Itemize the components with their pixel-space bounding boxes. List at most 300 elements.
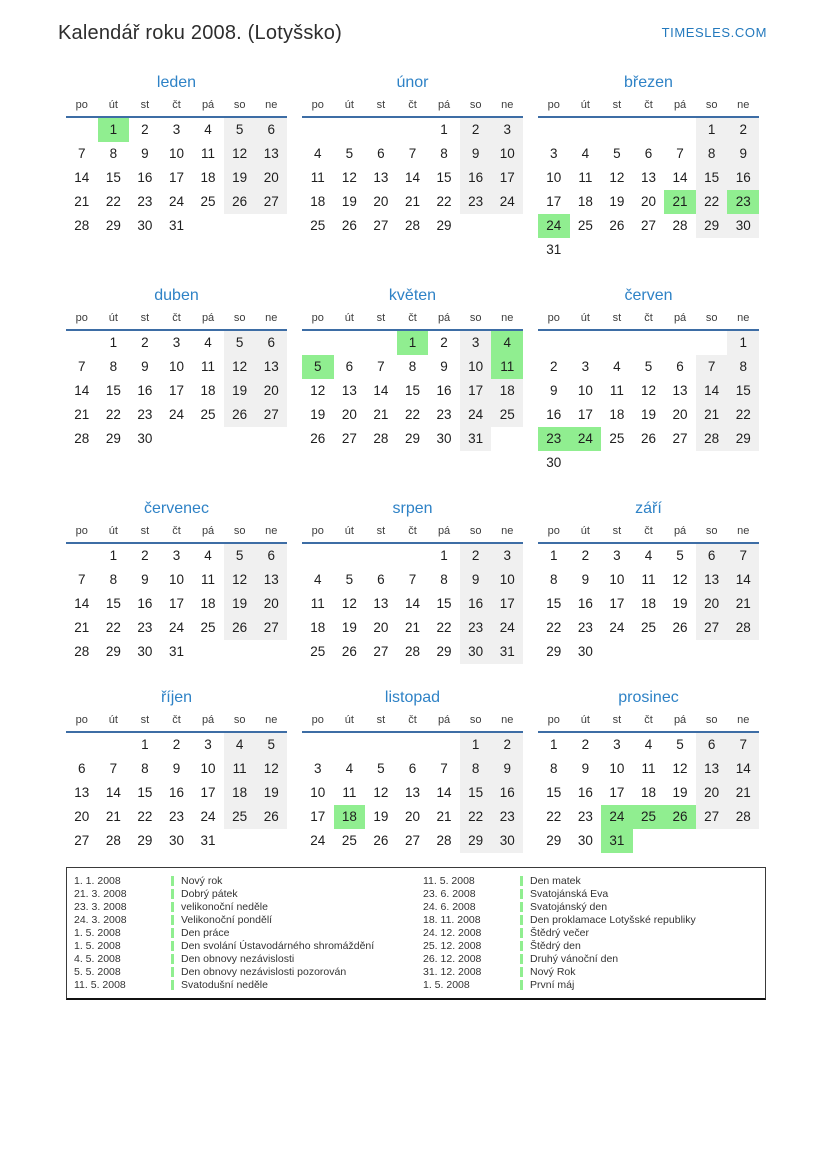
day-cell: 19 [373, 809, 389, 824]
day-cell: 6 [78, 761, 86, 776]
day-of-week-label: so [233, 525, 246, 537]
day-of-week-label: út [580, 312, 590, 324]
day-cell: 13 [373, 170, 389, 185]
day-cell: 5 [224, 118, 256, 142]
day-cell: 8 [440, 146, 448, 161]
day-cell: 8 [550, 761, 558, 776]
day-cell: 4 [491, 331, 523, 355]
day-cell: 14 [436, 785, 452, 800]
day-cell: 20 [74, 809, 90, 824]
day-of-week-label: st [612, 312, 622, 324]
day-of-week-label: čt [172, 525, 181, 537]
empty-cell [192, 640, 224, 664]
day-cell: 28 [105, 833, 121, 848]
day-cell: 18 [200, 170, 216, 185]
empty-cell [696, 640, 728, 664]
day-cell: 9 [581, 761, 590, 776]
week-row [66, 142, 287, 166]
empty-cell [66, 733, 98, 757]
day-cell: 23 [577, 620, 593, 635]
legend-holiday-name: Svatodušní neděle [181, 978, 268, 991]
day-cell: 10 [200, 761, 216, 776]
day-cell: 25 [200, 620, 216, 635]
day-of-week-label: ne [737, 525, 750, 537]
legend-row [67, 939, 416, 952]
legend-date: 1. 5. 2008 [74, 926, 121, 939]
day-cell: 29 [105, 218, 121, 233]
day-cell: 2 [172, 737, 181, 752]
empty-cell [255, 640, 287, 664]
day-cell: 13 [404, 785, 420, 800]
day-cell: 14 [373, 383, 389, 398]
day-cell: 28 [727, 616, 759, 640]
day-cell: 15 [105, 596, 121, 611]
day-cell: 1 [98, 118, 130, 142]
day-cell: 24 [538, 214, 570, 238]
page-header [0, 0, 827, 44]
week-row [302, 781, 523, 805]
week-row [66, 190, 287, 214]
legend-holiday-name: Den matek [530, 874, 581, 887]
day-cell: 29 [546, 644, 562, 659]
day-cell: 3 [460, 331, 492, 355]
week-row [538, 166, 759, 190]
day-cell: 23 [460, 616, 492, 640]
empty-cell [696, 829, 728, 853]
empty-cell [696, 238, 728, 262]
empty-cell [397, 544, 429, 568]
legend-holiday-name: Den obnovy nezávislosti pozorován [181, 965, 347, 978]
empty-cell [664, 331, 696, 355]
day-cell: 15 [436, 170, 452, 185]
day-cell: 11 [609, 383, 624, 398]
month-block-duben [66, 286, 287, 451]
week-row [302, 568, 523, 592]
holiday-marker [171, 928, 174, 938]
day-of-week-label: st [612, 714, 622, 726]
week-row [538, 331, 759, 355]
day-cell: 18 [609, 407, 625, 422]
empty-cell [365, 331, 397, 355]
day-of-week-label: pá [673, 312, 687, 324]
day-cell: 4 [224, 733, 256, 757]
empty-cell [633, 118, 665, 142]
day-cell: 19 [255, 781, 287, 805]
week-row [66, 733, 287, 757]
day-cell: 5 [255, 733, 287, 757]
week-row [538, 379, 759, 403]
month-title: listopad [384, 689, 441, 706]
day-cell: 1 [727, 331, 759, 355]
day-cell: 24 [168, 620, 184, 635]
day-of-week-label: so [233, 714, 246, 726]
day-cell: 13 [255, 568, 287, 592]
week-row [302, 616, 523, 640]
day-cell: 25 [609, 431, 625, 446]
day-cell: 5 [613, 146, 621, 161]
legend-holiday-name: Nový Rok [530, 965, 576, 978]
empty-cell [365, 544, 397, 568]
day-cell: 26 [255, 805, 287, 829]
day-cell: 31 [491, 640, 523, 664]
legend-holiday-name: Velikonoční pondělí [181, 913, 273, 926]
day-cell: 1 [550, 548, 558, 563]
day-cell: 21 [436, 809, 452, 824]
day-cell: 2 [491, 733, 523, 757]
day-cell: 16 [577, 785, 593, 800]
day-cell: 13 [672, 383, 688, 398]
day-cell: 26 [224, 616, 256, 640]
week-row [66, 616, 287, 640]
day-cell: 2 [141, 122, 149, 137]
legend-row [67, 913, 416, 926]
week-row [66, 568, 287, 592]
day-cell: 14 [105, 785, 121, 800]
legend-date: 23. 3. 2008 [74, 900, 127, 913]
day-cell: 11 [201, 146, 216, 161]
day-cell: 22 [105, 620, 121, 635]
day-cell: 31 [168, 218, 184, 233]
day-cell: 11 [201, 572, 216, 587]
day-cell: 13 [696, 757, 728, 781]
day-cell: 28 [404, 644, 420, 659]
week-row [538, 544, 759, 568]
empty-cell [302, 733, 334, 757]
week-row [302, 544, 523, 568]
day-cell: 22 [546, 809, 562, 824]
legend-row [416, 939, 765, 952]
day-cell: 6 [377, 146, 385, 161]
day-of-week-header-row [302, 714, 523, 731]
day-cell: 1 [397, 331, 429, 355]
day-cell: 14 [404, 596, 420, 611]
page-title: Kalendář roku 2008. (Lotyšsko) [58, 22, 342, 44]
day-cell: 27 [255, 190, 287, 214]
empty-cell [334, 544, 366, 568]
legend-holiday-name: Dobrý pátek [181, 887, 238, 900]
day-of-week-label: ne [501, 99, 514, 111]
day-cell: 20 [640, 194, 656, 209]
empty-cell [601, 331, 633, 355]
day-cell: 15 [436, 596, 452, 611]
day-cell: 30 [577, 833, 593, 848]
month-block-listopad [302, 688, 523, 853]
day-of-week-label: út [344, 99, 354, 111]
day-cell: 3 [314, 761, 322, 776]
day-cell: 22 [105, 407, 121, 422]
day-of-week-label: ne [265, 99, 278, 111]
empty-cell [365, 118, 397, 142]
day-cell: 26 [310, 431, 326, 446]
day-cell: 9 [440, 359, 448, 374]
day-of-week-label: po [547, 312, 560, 324]
empty-cell [570, 331, 602, 355]
legend-date: 18. 11. 2008 [423, 913, 481, 926]
week-row [302, 190, 523, 214]
day-cell: 4 [204, 122, 212, 137]
legend-holiday-name: velikonoční neděle [181, 900, 268, 913]
day-cell: 10 [609, 761, 625, 776]
day-cell: 2 [141, 335, 149, 350]
day-cell: 13 [373, 596, 389, 611]
day-of-week-label: čt [644, 99, 653, 111]
day-cell: 4 [314, 572, 322, 587]
empty-cell [302, 118, 334, 142]
day-cell: 30 [546, 455, 562, 470]
month-title: říjen [160, 689, 193, 706]
day-cell: 26 [341, 218, 357, 233]
day-cell: 23 [168, 809, 184, 824]
month-title: duben [154, 287, 199, 304]
empty-cell [302, 544, 334, 568]
week-row [66, 166, 287, 190]
day-cell: 8 [696, 142, 728, 166]
day-cell: 17 [168, 596, 184, 611]
day-cell: 13 [640, 170, 656, 185]
day-cell: 28 [404, 218, 420, 233]
month-title: prosinec [618, 689, 679, 706]
day-cell: 20 [404, 809, 420, 824]
day-cell: 4 [314, 146, 322, 161]
day-cell: 17 [577, 407, 593, 422]
month-block-březen [538, 73, 759, 262]
empty-cell [224, 427, 256, 451]
day-cell: 25 [310, 644, 326, 659]
day-of-week-label: po [311, 714, 324, 726]
day-cell: 7 [109, 761, 118, 776]
day-cell: 11 [578, 170, 593, 185]
day-of-week-label: po [75, 312, 88, 324]
day-cell: 20 [341, 407, 357, 422]
day-of-week-label: pá [437, 525, 451, 537]
month-block-červen [538, 286, 759, 475]
day-of-week-label: pá [437, 714, 451, 726]
day-cell: 9 [141, 146, 149, 161]
day-cell: 12 [672, 572, 688, 587]
holiday-marker [520, 902, 523, 912]
day-cell: 9 [460, 568, 492, 592]
day-of-week-header-row [302, 99, 523, 116]
day-of-week-label: ne [737, 99, 750, 111]
day-of-week-label: po [311, 99, 324, 111]
week-row [302, 427, 523, 451]
day-of-week-label: pá [201, 525, 215, 537]
day-of-week-label: st [140, 312, 150, 324]
day-cell: 12 [310, 383, 326, 398]
week-row [302, 592, 523, 616]
day-of-week-label: út [108, 99, 118, 111]
day-cell: 7 [727, 733, 759, 757]
legend-holiday-name: První máj [530, 978, 575, 991]
day-cell: 25 [200, 194, 216, 209]
day-of-week-label: so [233, 99, 246, 111]
legend-date: 24. 6. 2008 [423, 900, 476, 913]
week-row [538, 355, 759, 379]
day-of-week-label: út [344, 525, 354, 537]
day-cell: 30 [460, 640, 492, 664]
legend-row [416, 874, 765, 887]
day-cell: 27 [373, 218, 389, 233]
day-cell: 22 [460, 805, 492, 829]
day-of-week-header-row [538, 525, 759, 542]
day-cell: 13 [696, 568, 728, 592]
holiday-marker [171, 967, 174, 977]
day-cell: 7 [78, 572, 86, 587]
day-cell: 29 [696, 214, 728, 238]
day-cell: 14 [404, 170, 420, 185]
day-of-week-label: po [311, 525, 324, 537]
legend-row [67, 926, 416, 939]
day-cell: 29 [727, 427, 759, 451]
day-cell: 19 [310, 407, 326, 422]
legend-date: 1. 5. 2008 [74, 939, 121, 952]
empty-cell [570, 118, 602, 142]
day-cell: 28 [672, 218, 688, 233]
day-cell: 28 [436, 833, 452, 848]
day-cell: 14 [74, 596, 90, 611]
day-of-week-label: po [75, 525, 88, 537]
empty-cell [491, 214, 523, 238]
day-cell: 12 [224, 142, 256, 166]
day-of-week-label: so [705, 99, 718, 111]
legend-date: 11. 5. 2008 [74, 978, 126, 991]
day-cell: 19 [224, 379, 256, 403]
legend-row [416, 913, 765, 926]
day-cell: 28 [74, 431, 90, 446]
week-row [66, 427, 287, 451]
day-cell: 15 [546, 596, 562, 611]
day-cell: 20 [373, 620, 389, 635]
day-cell: 25 [491, 403, 523, 427]
day-of-week-label: so [469, 525, 482, 537]
week-row [66, 355, 287, 379]
day-cell: 15 [460, 781, 492, 805]
day-cell: 27 [404, 833, 420, 848]
empty-cell [334, 733, 366, 757]
day-cell: 5 [644, 359, 653, 374]
day-cell: 7 [696, 355, 728, 379]
week-row [538, 568, 759, 592]
day-cell: 7 [727, 544, 759, 568]
day-of-week-label: ne [501, 312, 514, 324]
day-cell: 26 [609, 218, 625, 233]
day-cell: 16 [460, 592, 492, 616]
day-cell: 17 [460, 379, 492, 403]
week-row [302, 379, 523, 403]
empty-cell [633, 451, 665, 475]
empty-cell [696, 331, 728, 355]
empty-cell [66, 118, 98, 142]
day-cell: 20 [373, 194, 389, 209]
week-row [302, 757, 523, 781]
empty-cell [727, 640, 759, 664]
day-of-week-label: po [547, 99, 560, 111]
week-row [66, 757, 287, 781]
day-cell: 2 [460, 118, 492, 142]
day-of-week-label: st [376, 525, 386, 537]
day-cell: 29 [137, 833, 153, 848]
day-of-week-label: pá [201, 99, 215, 111]
week-row [538, 403, 759, 427]
day-cell: 24 [168, 407, 184, 422]
empty-cell [255, 427, 287, 451]
day-cell: 28 [74, 218, 90, 233]
legend-date: 31. 12. 2008 [423, 965, 482, 978]
day-cell: 12 [255, 757, 287, 781]
day-cell: 9 [491, 757, 523, 781]
brand-link[interactable]: TIMESLES.COM [661, 25, 767, 40]
day-cell: 18 [334, 805, 366, 829]
day-cell: 17 [310, 809, 326, 824]
holiday-marker [520, 954, 523, 964]
week-row [302, 214, 523, 238]
day-cell: 1 [460, 733, 492, 757]
day-cell: 11 [641, 761, 656, 776]
day-cell: 18 [640, 785, 656, 800]
day-cell: 12 [640, 383, 656, 398]
day-cell: 19 [341, 194, 357, 209]
day-cell: 10 [491, 142, 523, 166]
day-of-week-label: pá [437, 312, 451, 324]
empty-cell [302, 331, 334, 355]
day-cell: 10 [491, 568, 523, 592]
day-cell: 19 [640, 407, 656, 422]
day-cell: 14 [74, 383, 90, 398]
day-of-week-label: út [344, 312, 354, 324]
holiday-marker [171, 980, 174, 990]
day-cell: 27 [696, 805, 728, 829]
legend-holiday-name: Den proklamace Lotyšské republiky [530, 913, 696, 926]
day-cell: 4 [345, 761, 354, 776]
day-cell: 23 [137, 407, 153, 422]
day-cell: 25 [633, 805, 665, 829]
day-cell: 30 [727, 214, 759, 238]
day-of-week-label: st [612, 525, 622, 537]
empty-cell [633, 640, 665, 664]
day-cell: 20 [696, 781, 728, 805]
empty-cell [192, 427, 224, 451]
day-cell: 6 [345, 359, 354, 374]
day-of-week-header-row [302, 525, 523, 542]
month-title: září [635, 500, 662, 517]
day-cell: 17 [546, 194, 562, 209]
day-cell: 17 [168, 383, 184, 398]
day-of-week-label: st [140, 525, 150, 537]
day-cell: 1 [109, 548, 118, 563]
holiday-marker [520, 941, 523, 951]
day-cell: 25 [310, 218, 326, 233]
day-of-week-label: čt [644, 525, 653, 537]
day-cell: 15 [137, 785, 153, 800]
day-cell: 10 [577, 383, 593, 398]
day-cell: 29 [546, 833, 562, 848]
day-cell: 12 [373, 785, 389, 800]
day-cell: 19 [672, 785, 688, 800]
day-cell: 27 [255, 616, 287, 640]
empty-cell [428, 733, 460, 757]
day-cell: 4 [204, 548, 212, 563]
day-cell: 28 [74, 644, 90, 659]
day-cell: 18 [491, 379, 523, 403]
legend-row [416, 926, 765, 939]
empty-cell [727, 451, 759, 475]
month-block-leden [66, 73, 287, 238]
day-of-week-label: ne [265, 312, 278, 324]
holiday-marker [171, 889, 174, 899]
legend-column-right [416, 874, 765, 991]
legend-date: 24. 12. 2008 [423, 926, 482, 939]
week-row [538, 214, 759, 238]
